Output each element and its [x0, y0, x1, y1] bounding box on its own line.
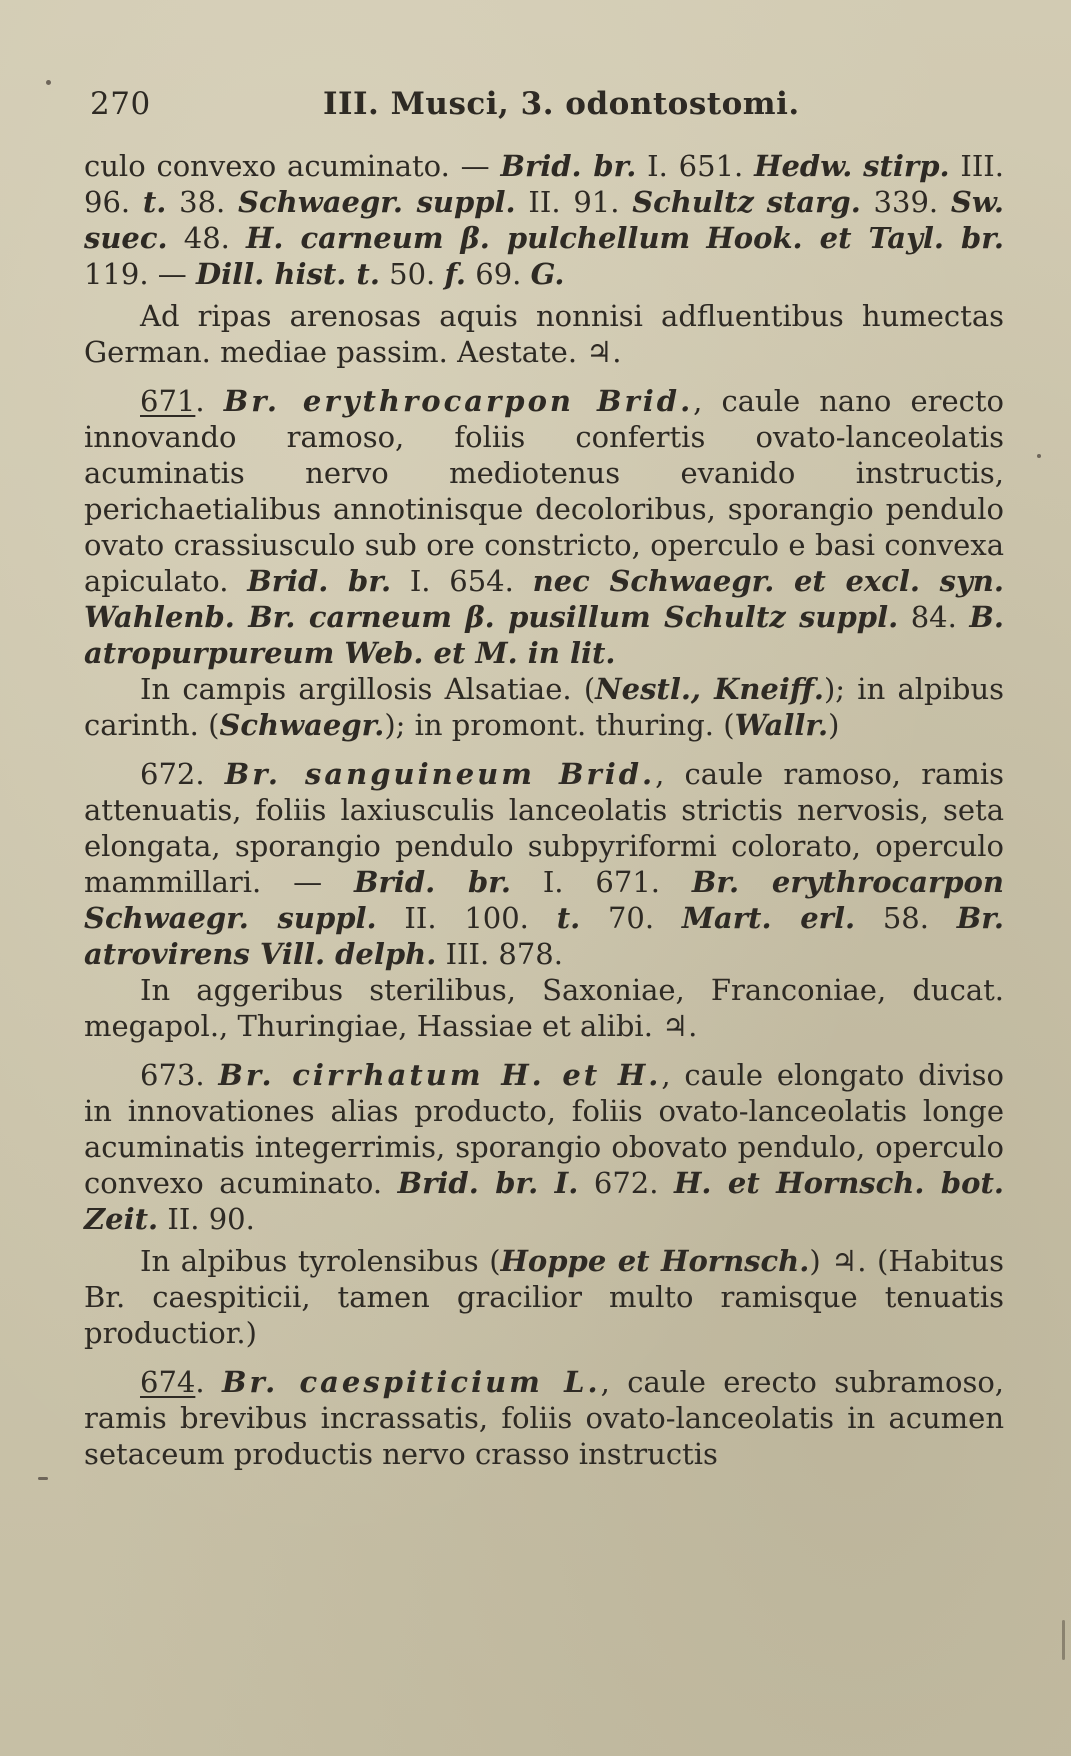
citation: starg. — [766, 185, 861, 219]
text-run: II. 100. — [376, 901, 557, 935]
citation: nec Schwaegr. et excl. syn. Wahlenb. Br. carneum β. pusillum Schultz suppl. — [84, 564, 1004, 634]
habitat-paragraph: Ad ripas arenosas aquis nonnisi adfluentibus humectas German. mediae passim. Aestate. ♃. — [84, 299, 1004, 369]
text-run: II. 90. — [158, 1202, 255, 1236]
text-run: 58. — [855, 901, 957, 935]
entry-number: 674 — [140, 1365, 196, 1399]
entry-number: 671 — [140, 384, 196, 418]
text-run: culo convexo acuminato. — — [84, 149, 501, 183]
text-run: . — [195, 1365, 222, 1399]
species-description: , caule nano erecto innovando ramoso, foliis confertis ovato-lanceolatis acuminatis nervo mediotenus evanido instructis, perichaetialibus annotinisque decoloribus, sporangio pendulo ovato crassiusculo sub ore constricto, operculo e basi convexa apiculato. — [84, 384, 1004, 598]
text-run: I. 651. — [636, 149, 755, 183]
text-run: 50. — [379, 257, 445, 291]
habitat-paragraph — [84, 1243, 1004, 1351]
citation: Brid. br. — [354, 865, 511, 899]
collector: Wallr. — [734, 708, 829, 742]
citation: G. — [530, 257, 565, 291]
species-name: Br. sanguineum Brid. — [224, 757, 656, 791]
species-entry-674 — [84, 1364, 1004, 1472]
collector: Nestl., Kneiff. — [595, 672, 824, 706]
citation: Hook. et Tayl. br. — [706, 221, 1005, 255]
collector: Schwaegr. — [219, 708, 385, 742]
text-run: ); in promont. thuring. ( — [384, 708, 735, 742]
text-run: III. 878. — [436, 937, 563, 971]
paper-speck — [46, 80, 51, 85]
text-run: In campis argillosis Alsatiae. ( — [140, 672, 596, 706]
citation: Br. atrovirens Vill. delph. — [84, 901, 1004, 971]
species-entry-672 — [84, 756, 1004, 972]
citation: Hedw. — [754, 149, 853, 183]
citation: H. et Hornsch. bot. Zeit. — [84, 1166, 1004, 1236]
text-run: 69. — [466, 257, 531, 291]
species-description: , caule erecto subramoso, ramis brevibus incrassatis, foliis ovato-lanceolatis in acumen setaceum productis nervo crasso instructis — [84, 1365, 1005, 1471]
page-body — [84, 148, 1004, 1472]
species-name: Br. erythrocarpon Brid. — [223, 384, 694, 418]
paper-speck — [38, 1477, 48, 1480]
running-header — [90, 84, 990, 124]
citation: H. carneum β. pulchellum — [245, 221, 691, 255]
species-description: , caule ramoso, ramis attenuatis, foliis laxiusculis lanceolatis strictis nervosis, seta elongata, sporangio pendulo subpyriformi colorato, operculo mammillari. — — [84, 757, 1004, 899]
text-run: ) — [828, 708, 840, 742]
text-run: In alpibus tyrolensibus ( — [140, 1244, 501, 1278]
text-run: 48. — [167, 221, 246, 255]
citation: Brid. br. I. — [397, 1166, 579, 1200]
citation: Dill. hist. t. — [196, 257, 380, 291]
species-description: , caule elongato diviso in innovationes alias producto, foliis ovato-lanceolatis longe acuminatis integerrimis, sporangio obovato pendulo, operculo convexo acuminato. — [84, 1058, 1004, 1200]
citation: Schwaegr. suppl. — [238, 185, 516, 219]
citation: t. — [556, 901, 581, 935]
text-run: 38. — [166, 185, 239, 219]
entry-number: 673. — [140, 1058, 219, 1092]
citation: stirp. — [863, 149, 950, 183]
text-run: . — [195, 384, 224, 418]
collector: Hoppe et Hornsch. — [500, 1244, 810, 1278]
citation: Brid. br. — [500, 149, 637, 183]
paper-edge-mark — [1062, 1620, 1065, 1660]
citation: Sw. suec. — [84, 185, 1004, 255]
species-entry-673 — [84, 1057, 1004, 1237]
citation: B. atropurpureum Web. et M. in lit. — [84, 600, 1004, 670]
text-run: I. 671. — [510, 865, 692, 899]
citation: t. — [142, 185, 167, 219]
paper-speck — [1037, 454, 1041, 458]
text-run: II. 91. — [515, 185, 633, 219]
text-run: ); in alpibus carinth. ( — [84, 672, 1005, 742]
citation: Mart. erl. — [681, 901, 856, 935]
citation: Schultz — [632, 185, 754, 219]
page-number: 270 — [90, 86, 151, 122]
species-name: Br. caespiticium L. — [221, 1365, 601, 1399]
text-run: 84. — [898, 600, 970, 634]
text-run: 672. — [578, 1166, 674, 1200]
running-title: III. Musci, 3. odontostomi. — [323, 86, 800, 122]
text-run: 339. — [860, 185, 951, 219]
citation: Brid. br. — [247, 564, 392, 598]
entry-number: 672. — [140, 757, 225, 791]
habitat-paragraph: In aggeribus sterilibus, Saxoniae, Franconiae, ducat. megapol., Thuringiae, Hassiae et alibi. ♃. — [84, 973, 1004, 1043]
habitat-paragraph — [84, 671, 1004, 743]
citation: f. — [444, 257, 467, 291]
text-run: III. 96. — [84, 149, 1004, 219]
species-entry-671 — [84, 383, 1004, 671]
continuation-paragraph — [84, 148, 1004, 292]
text-run: 70. — [580, 901, 682, 935]
citation: Br. erythrocarpon Schwaegr. suppl. — [84, 865, 1004, 935]
text-run: 119. — — [84, 257, 197, 291]
species-name: Br. cirrhatum H. et H. — [218, 1058, 662, 1092]
text-run: I. 654. — [391, 564, 533, 598]
text-run: ) ♃. (Habitus Br. caespiticii, tamen gracilior multo ramisque tenuatis productior.) — [84, 1244, 1004, 1350]
